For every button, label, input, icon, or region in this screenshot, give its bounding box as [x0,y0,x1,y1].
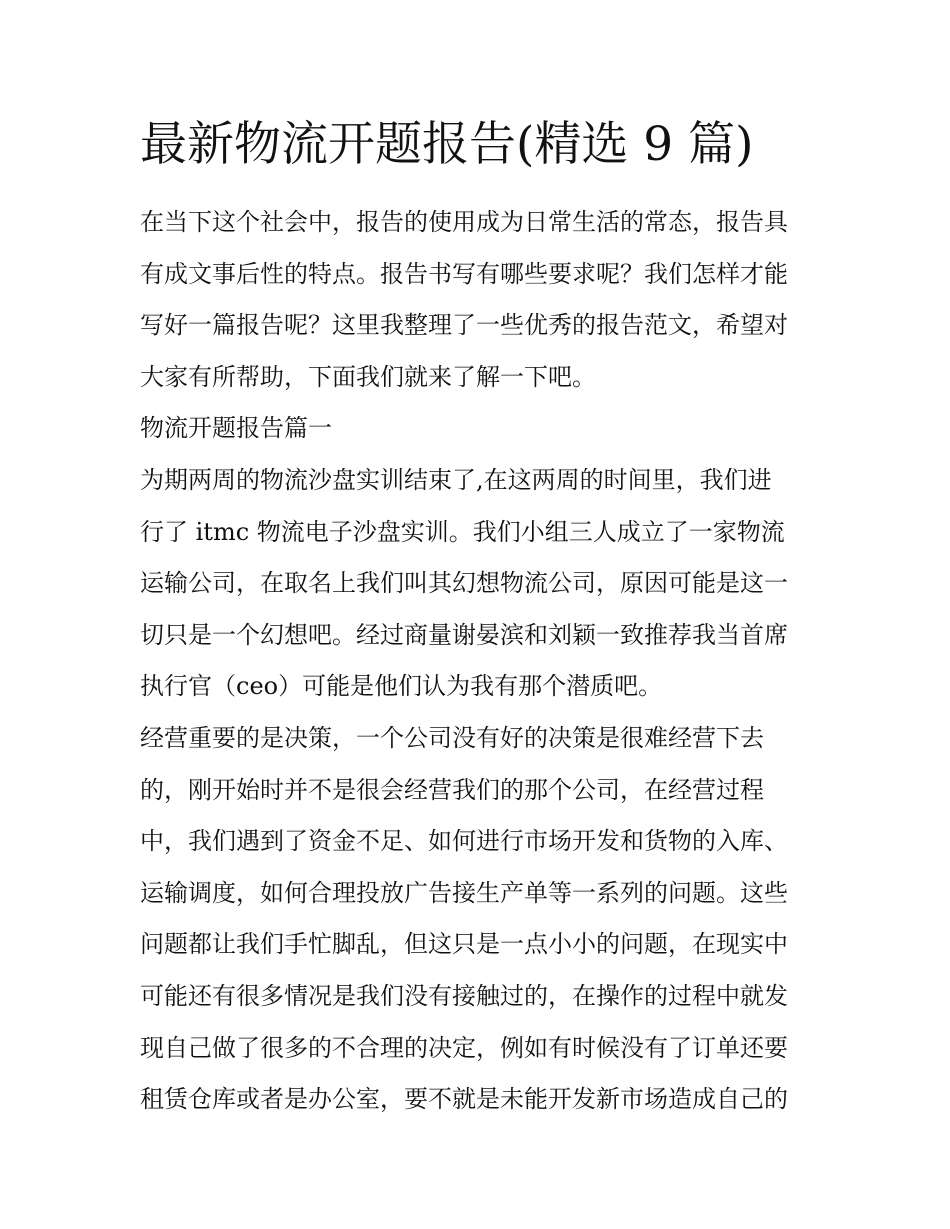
body-line: 执行官（ceo）可能是他们认为我有那个潜质吧。 [140,672,663,701]
body-line: 现自己做了很多的不合理的决定，例如有时候没有了订单还要 [140,1033,788,1062]
document-body [140,202,820,1131]
body-line: 大家有所帮助，下面我们就来了解一下吧。 [140,362,596,391]
section-heading: 物流开题报告篇一 [140,414,332,443]
body-line: 切只是一个幻想吧。经过商量谢晏滨和刘颖一致推荐我当首席 [140,620,788,649]
body-line: 运输调度，如何合理投放广告接生产单等一系列的问题。这些 [140,878,788,907]
body-line: 写好一篇报告呢？这里我整理了一些优秀的报告范文，希望对 [140,311,788,340]
body-line: 租赁仓库或者是办公室，要不就是未能开发新市场造成自己的 [140,1085,788,1114]
body-line: 经营重要的是决策，一个公司没有好的决策是很难经营下去 [140,723,764,752]
body-line: 运输公司，在取名上我们叫其幻想物流公司，原因可能是这一 [140,569,788,598]
body-line: 有成文事后性的特点。报告书写有哪些要求呢？我们怎样才能 [140,259,788,288]
body-line: 行了 itmc 物流电子沙盘实训。我们小组三人成立了一家物流 [140,517,785,546]
body-line: 问题都让我们手忙脚乱，但这只是一点小小的问题，在现实中 [140,930,788,959]
page-title: 最新物流开题报告(精选 9 篇) [140,117,754,172]
body-line: 中，我们遇到了资金不足、如何进行市场开发和货物的入库、 [140,827,788,856]
body-line: 可能还有很多情况是我们没有接触过的，在操作的过程中就发 [140,981,788,1010]
body-line: 的，刚开始时并不是很会经营我们的那个公司，在经营过程 [140,775,764,804]
body-line: 为期两周的物流沙盘实训结束了,在这两周的时间里，我们进 [140,465,772,494]
body-line: 在当下这个社会中，报告的使用成为日常生活的常态，报告具 [140,208,788,236]
